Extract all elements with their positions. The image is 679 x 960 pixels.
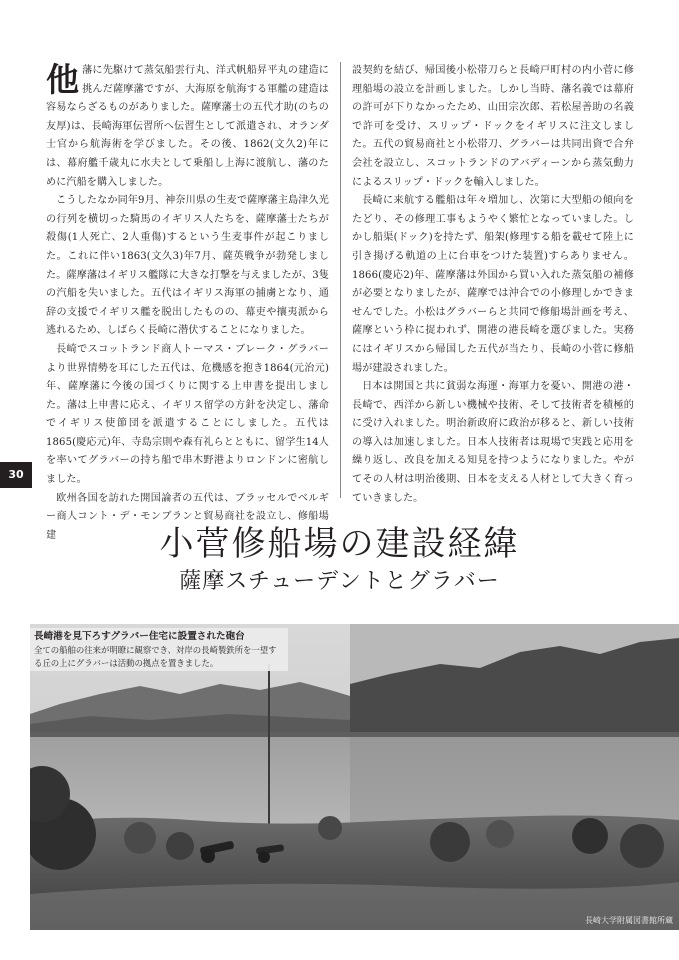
photo-caption [30,628,288,671]
paragraph: こうしたなか同年9月、神奈川県の生麦で薩摩藩主島津久光の行列を横切った騎馬のイギリス人たちを、薩摩藩士たちが殺傷(1人死亡、2人重傷)するという生麦事件が起こりました。これに伴い1863(文久3)年7月、薩英戦争が勃発しました。薩摩藩はイギリス艦隊に大きな打撃を与えましたが、3隻の汽船を失いました。五代はイギリス海軍の捕虜となり、通辞の支援でイギリス艦を脱出したものの、幕吏や攘夷派から逃れるため、しばらく長崎に潜伏することになりました。 [46,195,329,337]
photo-credit: 長崎大学附属図書館所蔵 [585,916,673,925]
paragraph: 長崎でスコットランド商人トーマス・ブレーク・グラバーより世界情勢を耳にした五代は、危機感を抱き1864(元治元)年、薩摩藩に今後の国づくりに関する上申書を提出しました。藩は上申書に応え、イギリス留学の方針を決定し、藩命でイギリス使節団を派遣することにしました。五代は1865(慶応元)年、寺島宗則や森有礼らとともに、留学生14人を率いてグラバーの持ち船で串木野港よりロンドンに密航しました。 [46,343,329,486]
paragraph [46,62,329,192]
paragraph: 長崎に来航する艦船は年々増加し、次第に大型船の傾向をたどり、その修理工事もようやく繁忙となっていました。しかし船渠(ドック)を持たず、船架(修理する船を載せて陸上に引き揚げる軌道の上に台車をつけた装置)すらありません。1866(慶応2)年、薩摩藩は外国から買い入れた蒸気船の補修が必要となりましたが、薩摩では沖合での小修理しかできませんでした。小松はグラバーらと共同で修船場計画を考え、薩摩という枠に捉われず、開港の港長崎を選びました。実務にはイギリスから帰国した五代が当たり、長崎の小菅に修船場が建設されました。 [352,195,634,374]
column-divider [340,62,341,498]
caption-body: 全ての船舶の往来が明瞭に観察でき、対岸の長崎製鉄所を一望する丘の上にグラバーは活動の拠点を置きました。 [34,645,277,668]
right-text-column [352,62,634,508]
paragraph-text: 藩に先駆けて蒸気船雲行丸、洋式帆船昇平丸の建造に挑んだ薩摩藩ですが、大海原を航海する軍艦の建造は容易ならざるものがありました。薩摩藩士の五代才助(のちの友厚)は、長崎海軍伝習所へ伝習生として派遣され、オランダ士官から航海術を学びました。その後、1862(文久2)年には、幕府艦千歳丸に水夫として乗船し上海に渡航し、藩のために汽船を購入しました。 [46,65,329,188]
dropcap: 他 [46,60,80,99]
page-subtitle: 薩摩スチューデントとグラバー [179,569,500,594]
paragraph: 欧州各国を訪れた開国論者の五代は、ブラッセルでベルギー商人コント・デ・モンブランと貿易商社を設立し、修船場建 [46,492,329,541]
caption-title: 長崎港を見下ろすグラバー住宅に設置された砲台 [34,631,245,642]
page-number: 30 [0,462,32,488]
paragraph: 日本は開国と共に貧弱な海運・海軍力を憂い、開港の港・長崎で、西洋から新しい機械や技術、そして技術者を積極的に受け入れました。明治新政府に政治が移ると、新しい技術の導入は加速しました。日本人技術者は現場で実践と応用を繰り返し、改良を加える知見を持つようになりました。やがてその人材は明治後期、日本を支える人材として大きく育っていきました。 [352,381,634,504]
paragraph: 設契約を結び、帰国後小松帯刀らと長崎戸町村の内小菅に修理船場の設立を計画しました。しかし当時、藩名義では幕府の許可が下りなかったため、山田宗次郎、若松屋善助の名義で許可を受け、スリップ・ドックをイギリスに注文しました。五代の貿易商社と小松帯刀、グラバーは共同出資で合弁会社を設立し、スコットランドのアバディーンから蒸気動力によるスリップ・ドックを輸入しました。 [352,65,634,188]
page-title: 小菅修船場の建設経緯 [159,524,520,564]
left-text-column [46,62,329,545]
